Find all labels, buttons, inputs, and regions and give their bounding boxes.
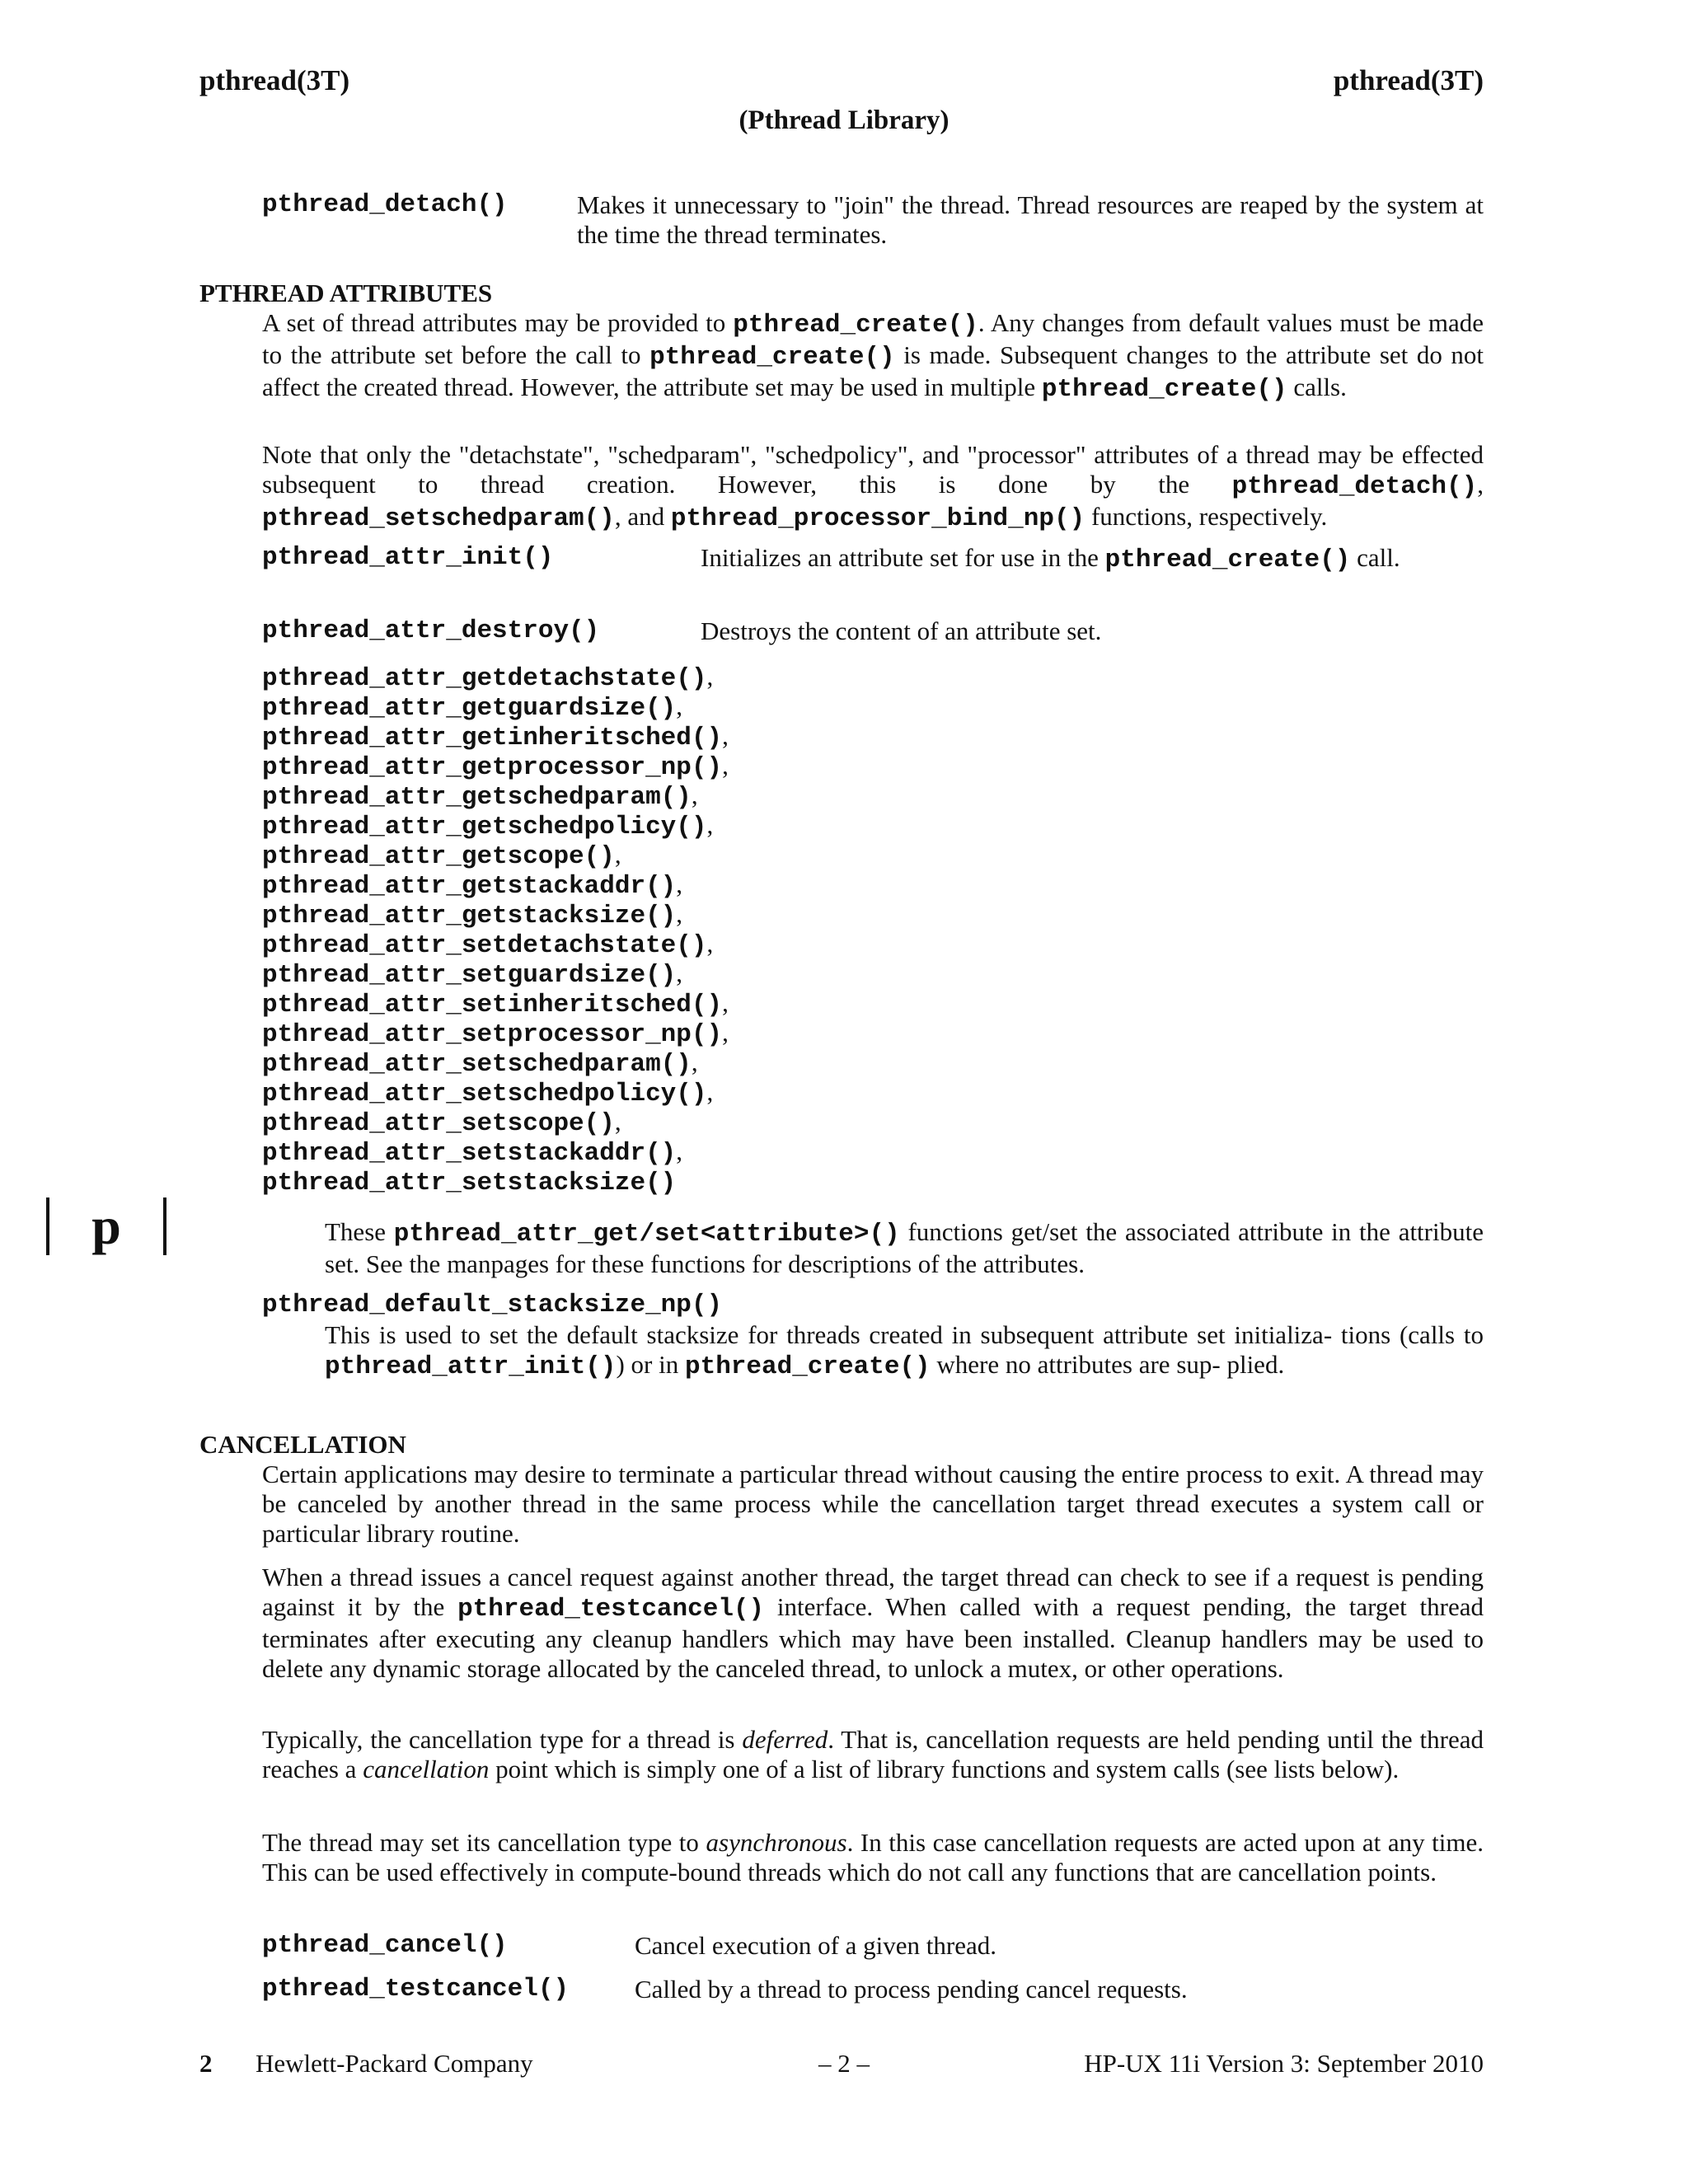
detach-desc: Makes it unnecessary to "join" the thread. Thread resources are reaped by the system at the time the thread terminates. — [577, 190, 1484, 249]
section-tab-marker: p — [46, 1197, 166, 1255]
cancellation-paragraph-1: Certain applications may desire to terminate a particular thread without causing the entire process to exit. A thread may be canceled by another thread in the same process while the cancellation target thread executes a system call or particular library routine. — [262, 1460, 1484, 1548]
header-right: pthread(3T) — [1333, 64, 1484, 96]
attr-destroy-desc: Destroys the content of an attribute set. — [701, 616, 1102, 645]
list-item: pthread_attr_getinheritsched(), — [262, 721, 729, 752]
list-item: pthread_attr_getprocessor_np(), — [262, 751, 729, 782]
list-item: pthread_attr_getstacksize(), — [262, 899, 683, 930]
list-item: pthread_attr_getguardsize(), — [262, 691, 683, 723]
cancellation-heading: CANCELLATION — [199, 1430, 406, 1459]
list-item: pthread_attr_setscope(), — [262, 1107, 621, 1138]
list-item: pthread_attr_setinheritsched(), — [262, 988, 729, 1019]
header-left: pthread(3T) — [199, 64, 350, 96]
cancellation-paragraph-2: When a thread issues a cancel request against another thread, the target thread can check to see if a request is pending against it by the pthread_testcancel() interface. When called with a request pending, the target thread terminates after executing any cleanup handlers which may have been installed. Cleanup handlers may be used to delete any dynamic storage allocated by the canceled thread, to unlock a mutex, or other operations. — [262, 1563, 1484, 1683]
list-item: pthread_attr_setdetachstate(), — [262, 929, 714, 960]
attr-init-term: pthread_attr_init() — [262, 543, 554, 572]
list-item: pthread_attr_getschedpolicy(), — [262, 810, 714, 841]
attributes-heading: PTHREAD ATTRIBUTES — [199, 279, 493, 307]
getset-paragraph: These pthread_attr_get/set<attribute>() functions get/set the associated attribute in the attribute set. See the manpages for these functions for descriptions of the attributes. — [325, 1217, 1484, 1278]
detach-term: pthread_detach() — [262, 190, 508, 219]
cancel-desc: Cancel execution of a given thread. — [635, 1931, 996, 1960]
list-item: pthread_attr_getschedparam(), — [262, 780, 698, 812]
list-item: pthread_attr_getstackaddr(), — [262, 869, 683, 901]
default-stacksize-term: pthread_default_stacksize_np() — [262, 1291, 723, 1319]
attributes-paragraph-1: A set of thread attributes may be provided to pthread_create(). Any changes from default values must be made to the attribute set before the call to pthread_create() is made. Subsequent changes to the attribute set do not affect the created thread. However, the attribute set may be used in multiple pthread_create() calls. — [262, 308, 1484, 404]
list-item: pthread_attr_setstacksize() — [262, 1169, 677, 1197]
attributes-paragraph-2: Note that only the "detachstate", "schedparam", "schedpolicy", and "processor" attributes of a thread may be effected subsequent to thread creation. However, this is done by the pthread_detach(), pthread_setschedparam(), and pthread_processor_bind_np() functions, respectively. — [262, 440, 1484, 533]
attr-destroy-term: pthread_attr_destroy() — [262, 616, 600, 645]
attr-init-desc: Initializes an attribute set for use in the pthread_create() call. — [701, 543, 1400, 574]
list-item: pthread_attr_getdetachstate(), — [262, 662, 714, 693]
attr-function-list — [262, 662, 729, 1196]
list-item: pthread_attr_setschedpolicy(), — [262, 1077, 714, 1108]
footer-company: Hewlett-Packard Company — [256, 2049, 533, 2078]
testcancel-term: pthread_testcancel() — [262, 1975, 570, 2004]
list-item: pthread_attr_setguardsize(), — [262, 958, 683, 990]
testcancel-desc: Called by a thread to process pending cancel requests. — [635, 1975, 1188, 2004]
list-item: pthread_attr_setstackaddr(), — [262, 1137, 683, 1168]
header-subtitle: (Pthread Library) — [738, 105, 950, 135]
list-item: pthread_attr_getscope(), — [262, 840, 621, 871]
cancellation-paragraph-3: Typically, the cancellation type for a thread is deferred. That is, cancellation requests are held pending until the thread reaches a cancellation point which is simply one of a list of library functions and system calls (see lists below). — [262, 1725, 1484, 1783]
list-item: pthread_attr_setprocessor_np(), — [262, 1018, 729, 1049]
cancel-term: pthread_cancel() — [262, 1931, 508, 1960]
default-stacksize-desc: This is used to set the default stacksize for threads created in subsequent attribute set initializa- tions (calls to pthread_attr_init()) or in pthread_create() where no attributes are sup- plied. — [325, 1320, 1484, 1381]
list-item: pthread_attr_setschedparam(), — [262, 1047, 698, 1079]
cancellation-paragraph-4: The thread may set its cancellation type to asynchronous. In this case cancellation requests are acted upon at any time. This can be used effectively in compute-bound threads which do not call any functions that are cancellation points. — [262, 1828, 1484, 1886]
footer-center: – 2 – — [818, 2049, 870, 2078]
footer-version: HP-UX 11i Version 3: September 2010 — [1084, 2049, 1484, 2078]
footer-page-number: 2 — [199, 2049, 213, 2078]
